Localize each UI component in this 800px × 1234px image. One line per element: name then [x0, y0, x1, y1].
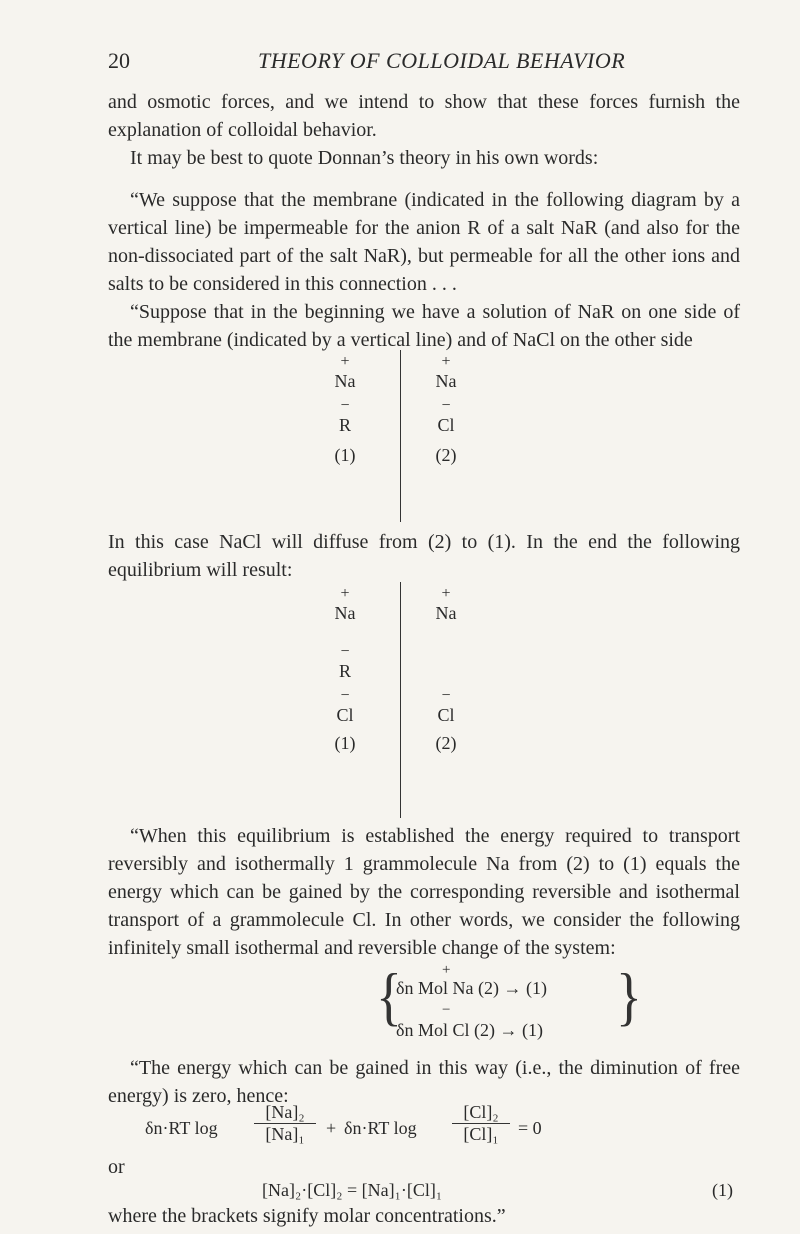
text-block-diffusion	[108, 528, 740, 584]
text-block-transport	[108, 822, 740, 962]
equation-number: (1)	[712, 1180, 733, 1200]
text-block-closing	[108, 1202, 740, 1230]
running-title: THEORY OF COLLOIDAL BEHAVIOR	[258, 48, 626, 73]
paragraph: “We suppose that the membrane (indicated in the following diagram by a vertical line) be impermeable for the anion R of a salt NaR (and also for the non-dissociated part of the salt NaR), but permeable for all the other ions and salts to be considered in this connection . . .	[108, 189, 740, 295]
paragraph: “The energy which can be gained in this way (i.e., the diminution of free energy) is zero, hence:	[108, 1057, 740, 1107]
paragraph: and osmotic forces, and we intend to show that these forces furnish the explanation of colloidal behavior.	[108, 91, 740, 141]
connector-or: or	[108, 1156, 125, 1178]
paragraph: where the brackets signify molar concentrations.”	[108, 1205, 506, 1227]
membrane-line	[400, 350, 401, 522]
equation-1: [Na]₂·[Cl]₂ = [Na]₁·[Cl]₁	[262, 1180, 443, 1200]
change-line-cl: δn Mol Cl (2) → (1)	[396, 1020, 543, 1040]
paragraph: It may be best to quote Donnan’s theory in his own words:	[130, 147, 599, 169]
right-brace: }	[616, 960, 642, 1033]
paragraph: In this case NaCl will diffuse from (2) to (1). In the end the following equilibrium will result:	[108, 531, 740, 581]
paragraph: “Suppose that in the beginning we have a solution of NaR on one side of the membrane (indicated by a vertical line) and of NaCl on the other side	[108, 301, 740, 351]
text-block-intro	[108, 88, 740, 354]
fraction-na: $\frac{\text{[Na]₂}}{\text{[Na]₁}}$	[254, 1102, 316, 1145]
change-line-na: δn Mol Na (2) → (1)	[396, 978, 547, 998]
membrane-line	[400, 582, 401, 818]
fraction-cl: $\frac{\text{[Cl]₂}}{\text{[Cl]₁}}$	[452, 1102, 510, 1145]
left-brace: {	[376, 960, 402, 1033]
diagram-left-column: + Na − R − Cl (1)	[334, 585, 356, 753]
diagram-right-column: + Na − Cl (2)	[435, 353, 457, 465]
paragraph: “When this equilibrium is established the energy required to transport reversibly and isothermally 1 grammolecule Na from (2) to (1) equals the energy which can be gained by the corresponding reversible and isothermal transport of a grammolecule Cl. In other words, we consider the following infinitely small isothermal and reversible change of the system:	[108, 825, 740, 959]
diagram-left-column: + Na − R (1)	[334, 353, 356, 465]
page-number: 20	[108, 48, 130, 73]
diagram-right-column: + Na − Cl (2)	[435, 585, 457, 753]
text-block-energy	[108, 1054, 740, 1110]
